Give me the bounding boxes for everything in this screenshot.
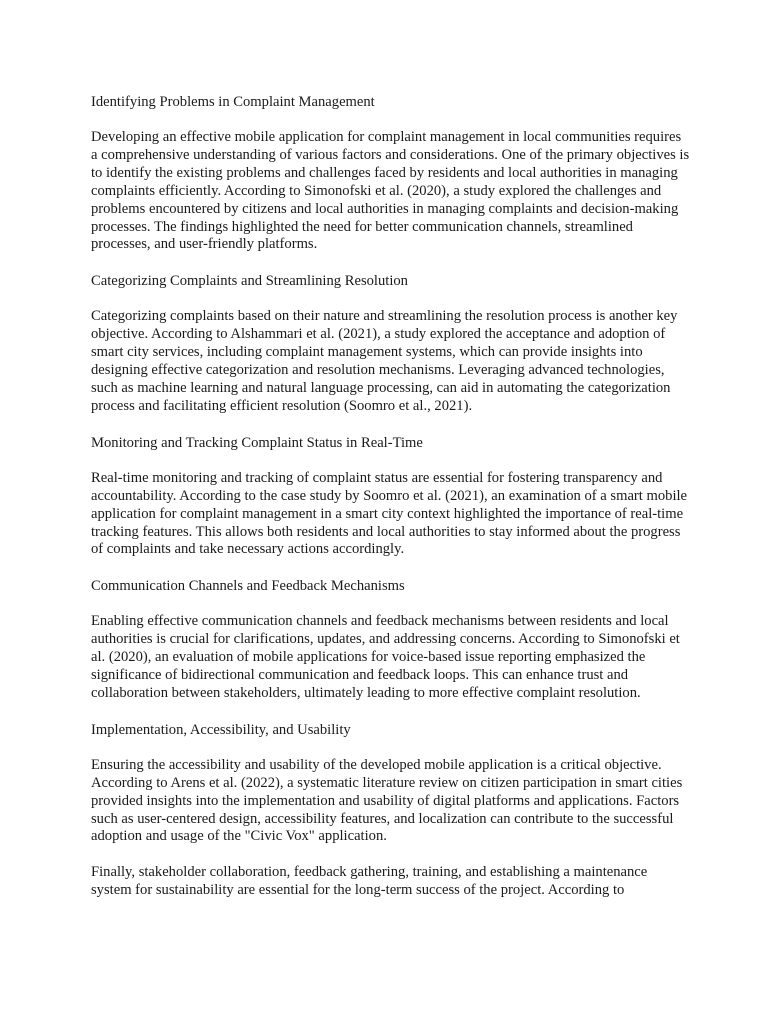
paragraph-monitoring-tracking: Real-time monitoring and tracking of complaint status are essential for fostering transparency and accountability. According to the case study by Soomro et al. (2021), an examination of a smart mobile application for complaint management in a smart city context highlighted the importance of real-time tracking features. This allows both residents and local authorities to stay informed about the progress of complaints and take necessary actions accordingly. [91, 469, 688, 558]
paragraph-categorizing-complaints: Categorizing complaints based on their nature and streamlining the resolution process is another key objective. According to Alshammari et al. (2021), a study explored the acceptance and adoption of smart city services, including complaint management systems, which can provide insights into designing effective categorization and resolution mechanisms. Leveraging advanced technologies, such as machine learning and natural language processing, can aid in automating the categorization process and facilitating efficient resolution (Soomro et al., 2021). [91, 308, 678, 414]
section-heading-categorizing-complaints: Categorizing Complaints and Streamlining Resolution [91, 273, 408, 290]
section-heading-implementation-accessibility: Implementation, Accessibility, and Usability [91, 721, 351, 738]
paragraph-identifying-problems: Developing an effective mobile application for complaint management in local communities requires a comprehensive understanding of various factors and considerations. One of the primary objectives is to identify the existing problems and challenges faced by residents and local authorities in managing complaints efficiently. According to Simonofski et al. (2020), a study explored the challenges and problems encountered by citizens and local authorities in managing complaints and decision-making processes. The findings highlighted the need for better communication channels, streamlined processes, and user-friendly platforms. [91, 129, 690, 253]
document-page [91, 93, 691, 918]
section-heading-identifying-problems: Identifying Problems in Complaint Management [91, 94, 375, 110]
paragraph-implementation-accessibility: Ensuring the accessibility and usability of the developed mobile application is a critical objective. According to Arens et al. (2022), a systematic literature review on citizen participation in smart cities provided insights into the implementation and usability of digital platforms and applications. Factors such as user-centered design, accessibility features, and localization can contribute to the successful adoption and usage of the "Civic Vox" application. [91, 756, 683, 845]
paragraph-communication-channels: Enabling effective communication channels and feedback mechanisms between residents and local authorities is crucial for clarifications, updates, and addressing concerns. According to Simonofski et al. (2020), an evaluation of mobile applications for voice-based issue reporting emphasized the significance of bidirectional communication and feedback loops. This can enhance trust and collaboration between stakeholders, ultimately leading to more effective complaint resolution. [91, 613, 680, 701]
section-heading-communication-channels: Communication Channels and Feedback Mechanisms [91, 578, 405, 595]
section-heading-monitoring-tracking: Monitoring and Tracking Complaint Status in Real-Time [91, 434, 423, 451]
paragraph-final-stakeholder: Finally, stakeholder collaboration, feedback gathering, training, and establishing a maintenance system for sustainability are essential for the long-term success of the project. According to [91, 864, 648, 899]
